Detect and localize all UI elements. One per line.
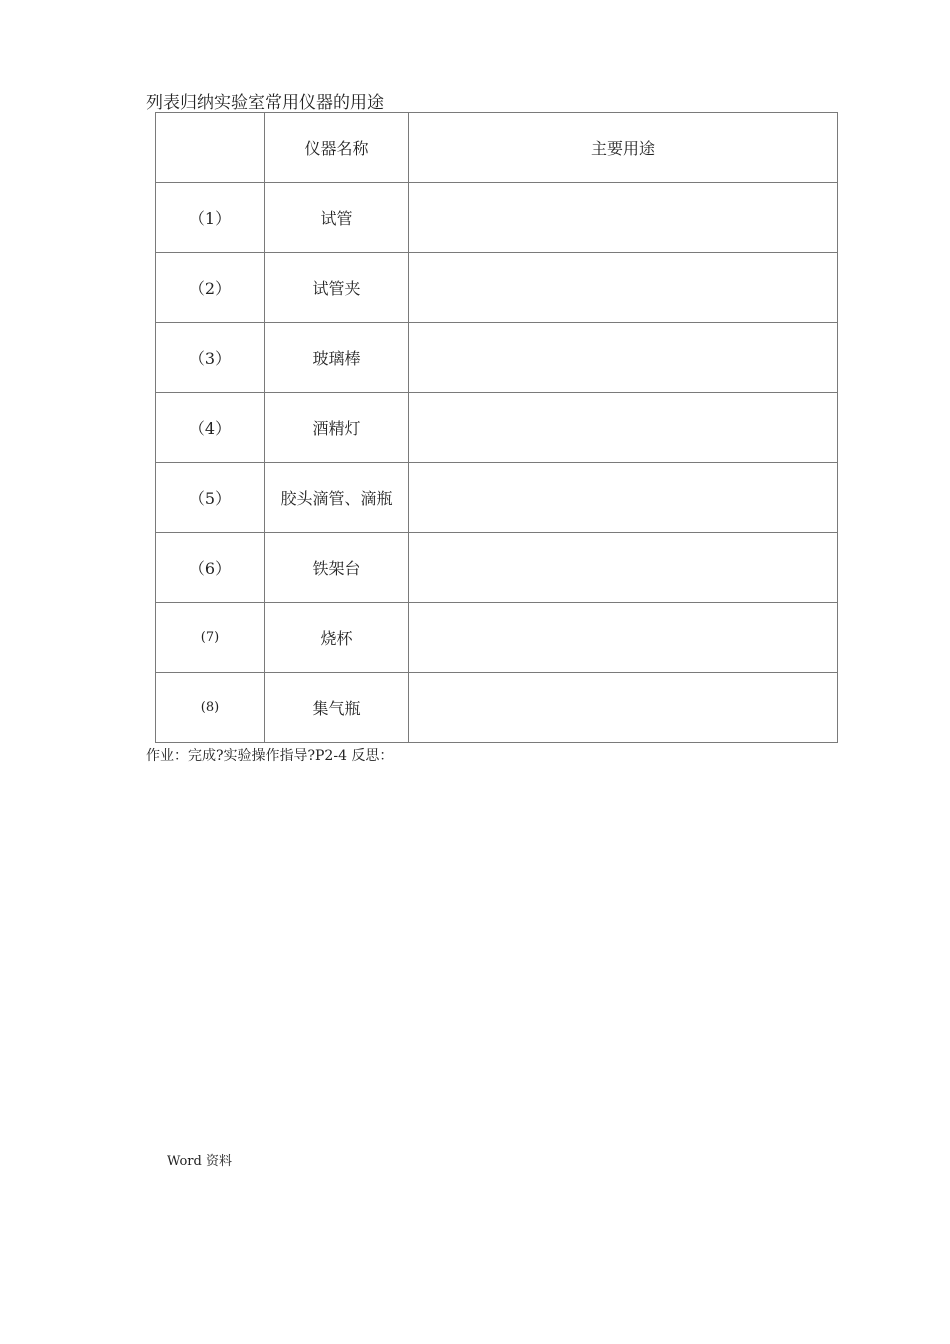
table-row — [156, 673, 838, 743]
table-row — [156, 323, 838, 393]
page-title: 列表归纳实验室常用仪器的用途 — [146, 93, 384, 113]
instrument-use[interactable] — [409, 323, 838, 393]
table-row — [156, 533, 838, 603]
instrument-name: 试管 — [265, 183, 409, 253]
instrument-use[interactable] — [409, 603, 838, 673]
header-instrument-name: 仪器名称 — [265, 113, 409, 183]
footer-label: Word 资料 — [167, 1154, 232, 1169]
instrument-use[interactable] — [409, 533, 838, 603]
instrument-name: 集气瓶 — [265, 673, 409, 743]
instrument-name: 酒精灯 — [265, 393, 409, 463]
row-number: （4） — [156, 393, 265, 463]
table-row — [156, 463, 838, 533]
table-row — [156, 393, 838, 463]
table-row — [156, 253, 838, 323]
table-row — [156, 603, 838, 673]
instrument-name: 胶头滴管、滴瓶 — [265, 463, 409, 533]
instrument-name: 玻璃棒 — [265, 323, 409, 393]
row-number: （2） — [156, 253, 265, 323]
instrument-name: 铁架台 — [265, 533, 409, 603]
instrument-table — [155, 112, 838, 743]
row-number: （5） — [156, 463, 265, 533]
row-number: （3） — [156, 323, 265, 393]
header-index — [156, 113, 265, 183]
table-row — [156, 183, 838, 253]
instrument-use[interactable] — [409, 463, 838, 533]
instrument-name: 烧杯 — [265, 603, 409, 673]
row-number: (8) — [156, 673, 265, 743]
table-header-row — [156, 113, 838, 183]
row-number: （1） — [156, 183, 265, 253]
instrument-name: 试管夹 — [265, 253, 409, 323]
header-main-use: 主要用途 — [409, 113, 838, 183]
row-number: （6） — [156, 533, 265, 603]
instrument-use[interactable] — [409, 253, 838, 323]
instrument-use[interactable] — [409, 393, 838, 463]
instrument-use[interactable] — [409, 183, 838, 253]
instrument-use[interactable] — [409, 673, 838, 743]
homework-note: 作业：完成?实验操作指导?P2-4 反思： — [146, 748, 394, 764]
row-number: (7) — [156, 603, 265, 673]
